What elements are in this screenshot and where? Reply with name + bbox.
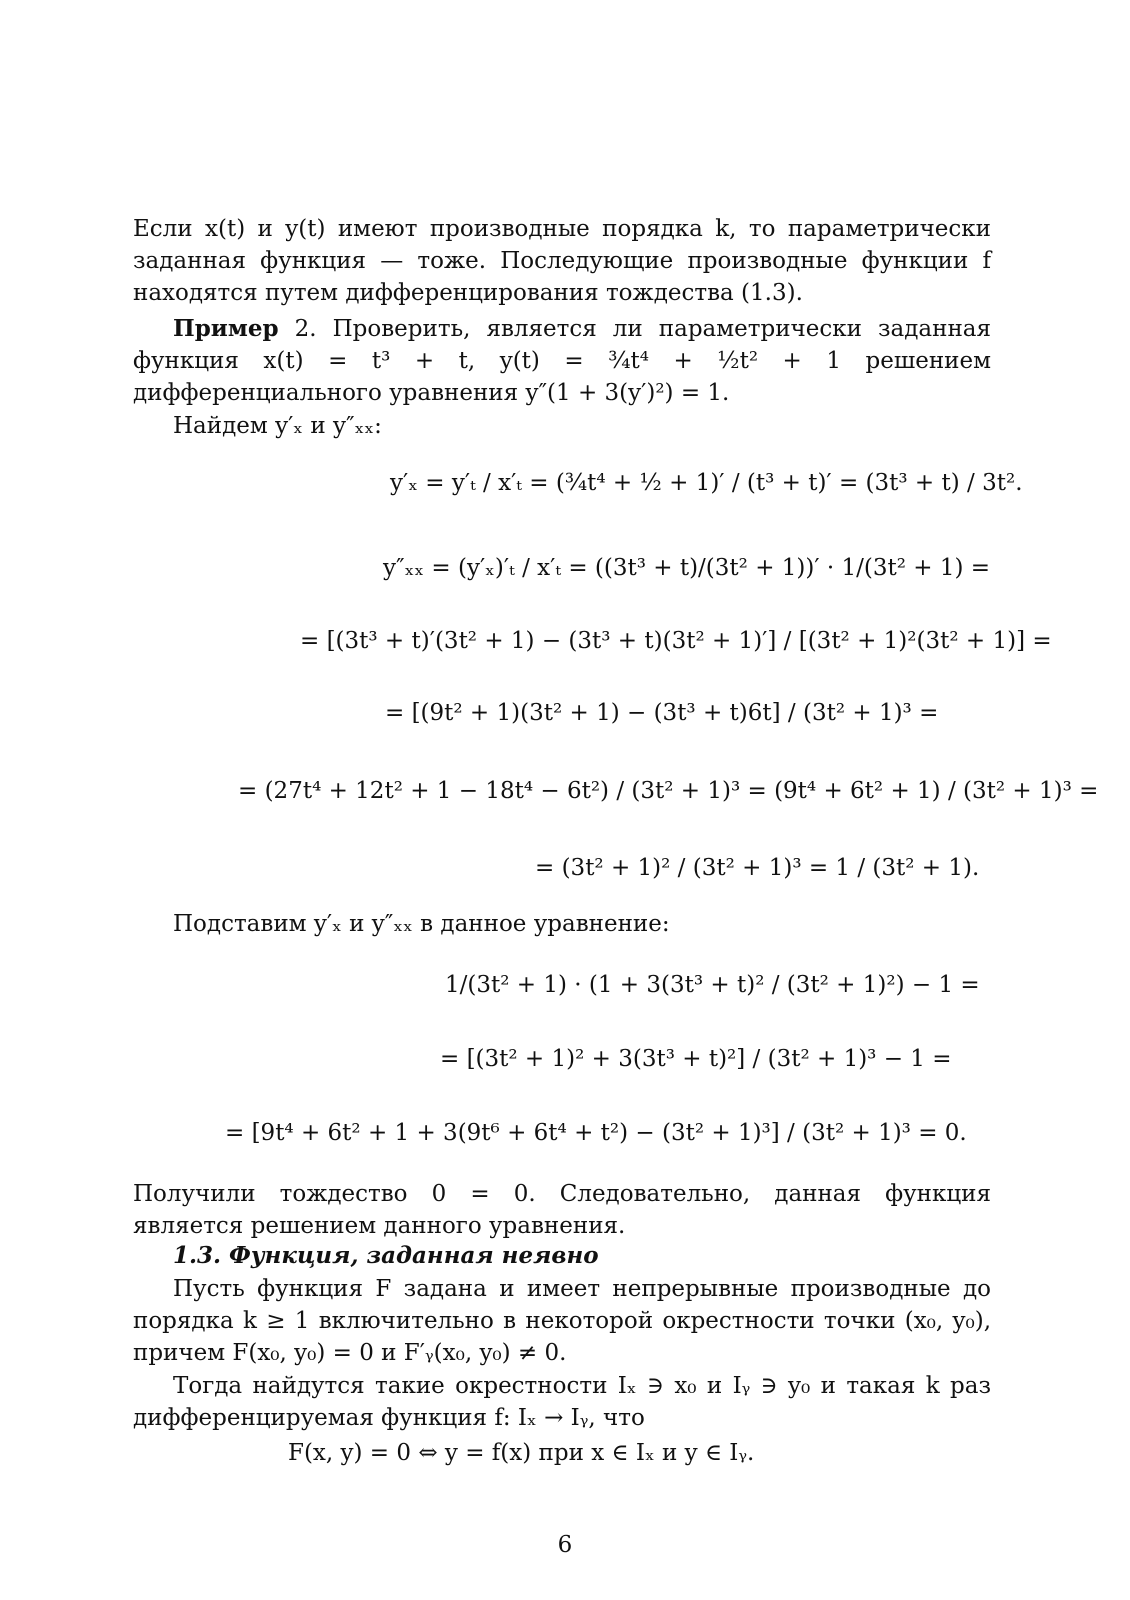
paragraph-derivatives: Если x(t) и y(t) имеют производные порядка k, то параметрически заданная функция — тоже. Последующие производные функции f находятся путем дифференцирования тождества (1.3).	[133, 216, 991, 306]
find-derivatives-line: Найдем y′ₓ и y″ₓₓ:	[173, 413, 382, 439]
equation-expanded: = [(9t² + 1)(3t² + 1) − (3t³ + t)6t] / (3t² + 1)³ =	[385, 700, 939, 726]
example-text: 2. Проверить, является ли параметрически заданная функция x(t) = t³ + t, y(t) = ¾t⁴ + ½t² + 1 решением дифференциального уравнения y″(1 + 3(y′)²) = 1.	[133, 316, 991, 406]
page-number: 6	[557, 1532, 573, 1558]
example-label: Пример	[173, 315, 279, 342]
equation-first-derivative: y′ₓ = y′ₜ / x′ₜ = (¾t⁴ + ½ + 1)′ / (t³ + t)′ = (3t³ + t) / 3t².	[390, 470, 1023, 496]
section-heading: 1.3. Функция, заданная неявно	[173, 1242, 599, 1269]
example-paragraph	[133, 313, 991, 409]
substitute-line: Подставим y′ₓ и y″ₓₓ в данное уравнение:	[173, 911, 670, 937]
equation-simplified: = (27t⁴ + 12t² + 1 − 18t⁴ − 6t²) / (3t² + 1)³ = (9t⁴ + 6t² + 1) / (3t² + 1)³ =	[238, 778, 1099, 804]
equation-substitution-zero: = [9t⁴ + 6t² + 1 + 3(9t⁶ + 6t⁴ + t²) − (3t² + 1)³] / (3t² + 1)³ = 0.	[225, 1120, 967, 1146]
equation-second-derivative: y″ₓₓ = (y′ₓ)′ₜ / x′ₜ = ((3t³ + t)/(3t² + 1))′ · 1/(3t² + 1) =	[383, 555, 991, 581]
result-paragraph: Получили тождество 0 = 0. Следовательно, данная функция является решением данного уравнения.	[133, 1181, 991, 1239]
equation-implicit-equivalence: F(x, y) = 0 ⇔ y = f(x) при x ∈ Iₓ и y ∈ Iᵧ.	[288, 1440, 755, 1466]
neighborhood-paragraph: Тогда найдутся такие окрестности Iₓ ∋ x₀ и Iᵧ ∋ y₀ и такая k раз дифференцируемая функция f: Iₓ → Iᵧ, что	[133, 1373, 991, 1431]
implicit-function-paragraph: Пусть функция F задана и имеет непрерывные производные до порядка k ≥ 1 включительно в некоторой окрестности точки (x₀, y₀), причем F(x₀, y₀) = 0 и F′ᵧ(x₀, y₀) ≠ 0.	[133, 1276, 991, 1366]
equation-quotient-rule: = [(3t³ + t)′(3t² + 1) − (3t³ + t)(3t² + 1)′] / [(3t² + 1)²(3t² + 1)] =	[300, 628, 1052, 654]
equation-substitution-combined: = [(3t² + 1)² + 3(3t³ + t)²] / (3t² + 1)³ − 1 =	[440, 1046, 952, 1072]
equation-substitution: 1/(3t² + 1) · (1 + 3(3t³ + t)² / (3t² + 1)²) − 1 =	[445, 972, 980, 998]
equation-result: = (3t² + 1)² / (3t² + 1)³ = 1 / (3t² + 1).	[535, 855, 980, 881]
